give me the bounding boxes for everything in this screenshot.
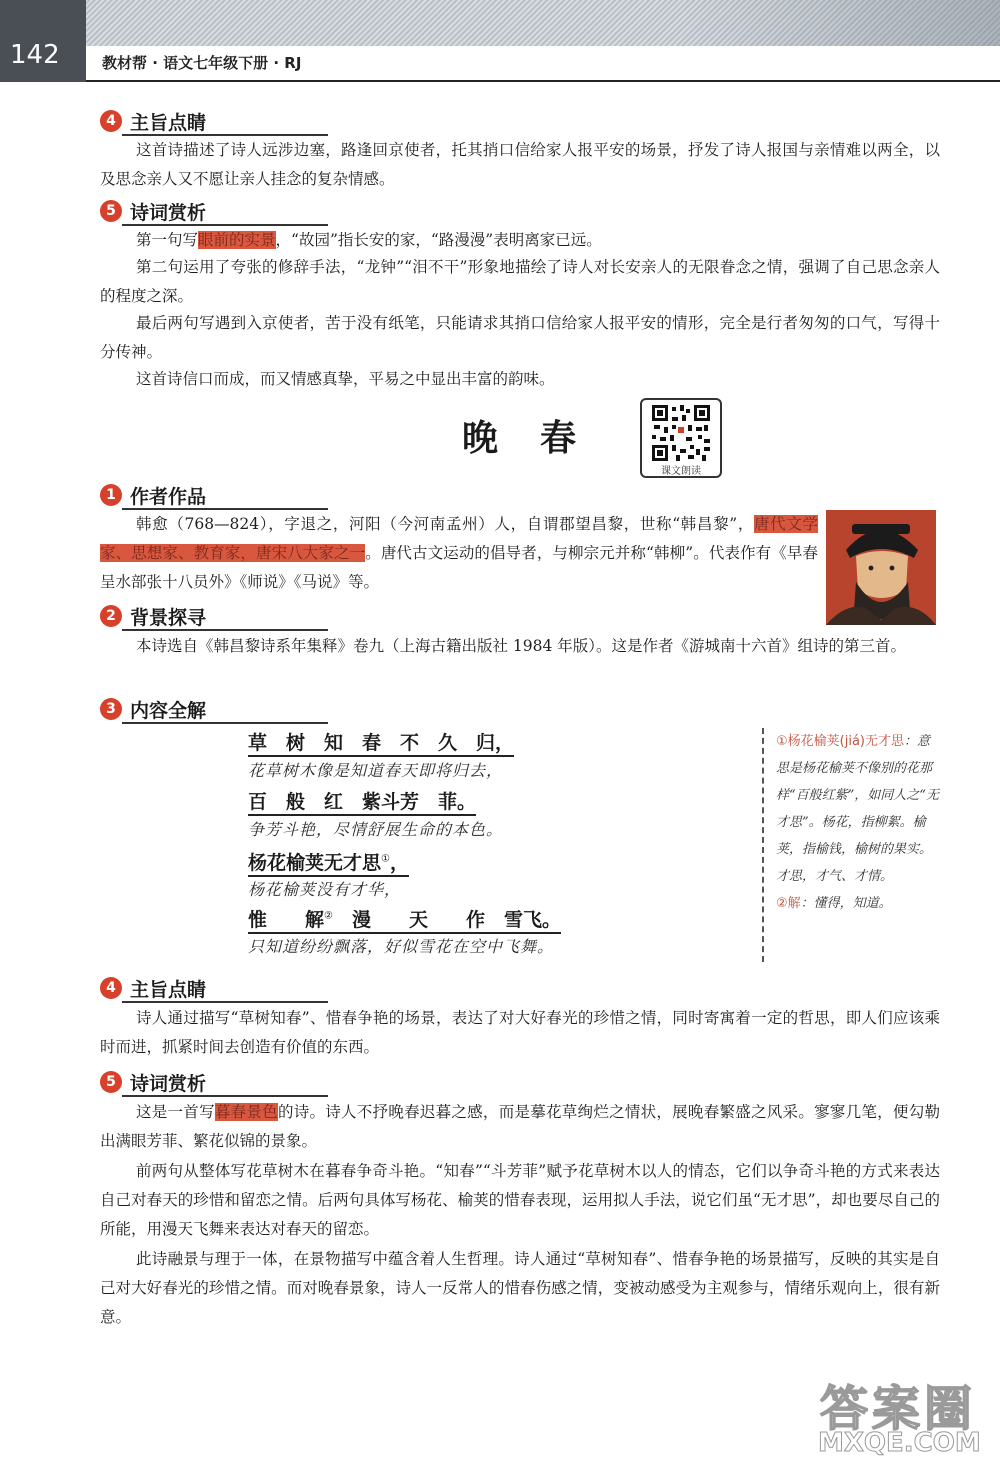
section-number: 4 <box>100 110 122 132</box>
background-paragraph: 本诗选自《韩昌黎诗系年集释》卷九（上海古籍出版社 1984 年版）。这是作者《游城南十六首》组诗的第三首。 <box>136 637 907 655</box>
poem-text: 惟 解 <box>248 909 325 931</box>
appreciation-paragraph-3: 最后两句写遇到入京使者，苦于没有纸笔，只能请求其捎口信给家人报平安的情形，完全是行者匆匆的口气，写得十分传神。 <box>100 314 940 361</box>
theme-paragraph-1: 这首诗描述了诗人远涉边塞，路逢回京使者，托其捎口信给家人报平安的场景，抒发了诗人报国与亲情难以两全，以及思念亲人又不愿让亲人挂念的复杂情感。 <box>100 141 940 188</box>
page-number: 142 <box>10 40 60 70</box>
qr-code-icon <box>652 405 710 461</box>
text: 这是一首写 <box>136 1103 215 1121</box>
text: 。唐代古文运动的倡导者，与柳宗元并称“韩柳”。代表作有《早春呈水部张十八员外》《师说》《马说》等。 <box>100 544 818 591</box>
highlight: 暮春景色 <box>214 1103 278 1121</box>
poem-line-4 <box>248 905 561 932</box>
poem-line-1 <box>248 728 514 755</box>
note-2-text: ：懂得，知道。 <box>800 896 892 911</box>
note-marker: ② <box>324 910 333 922</box>
section-label: 背景探寻 <box>130 607 207 629</box>
appreciation-paragraph-7: 此诗融景与理于一体，在景物描写中蕴含着人生哲理。诗人通过“草树知春”、惜春争艳的场景描写，反映的其实是自己对大好春光的珍惜之情。而对晚春景象，诗人一反常人的惜春伤感之情，变被动感受为主观参与，情绪乐观向上，很有新意。 <box>100 1250 940 1326</box>
section-underline <box>122 1095 328 1097</box>
note-1-text: ：意思是杨花榆荚不像别的花那样“百般红紫”，如同人之“无才思”。杨花，指柳絮。榆荚，指榆钱，榆树的果实。才思，才气、才情。 <box>776 734 939 884</box>
poem-text: 杨花榆荚无才思 <box>248 852 382 874</box>
section-underline <box>122 629 328 631</box>
annotation-notes <box>762 728 942 962</box>
highlight: 眼前的实景 <box>198 231 276 249</box>
section-underline <box>122 1001 328 1003</box>
section-number: 1 <box>100 484 122 506</box>
watermark-url: MXQE.COM <box>818 1428 981 1458</box>
section-label: 作者作品 <box>130 486 207 508</box>
section-number: 4 <box>100 977 122 999</box>
poem-title: 晚春 <box>462 418 619 459</box>
note-2-head: ②解 <box>776 896 801 911</box>
header-band-shade <box>680 0 1000 46</box>
appreciation-paragraph-6: 前两句从整体写花草树木在暮春争奇斗艳。“知春”“斗芳菲”赋予花草树木以人的情态，它们以争奇斗艳的方式来表达自己对春天的珍惜和留恋之情。后两句具体写杨花、榆荚的惜春表现，运用拟人手法，说它们虽“无才思”，却也要尽自己的所能，用漫天飞舞来表达对春天的留恋。 <box>100 1162 940 1238</box>
qr-caption: 课文朗读 <box>661 466 701 477</box>
portrait-image <box>826 510 936 625</box>
note-1-head: ①杨花榆荚(jiá)无才思 <box>776 734 904 749</box>
watermark-logo: 答案圈 <box>820 1381 977 1437</box>
section-number: 5 <box>100 200 122 222</box>
appreciation-paragraph-2: 第二句运用了夸张的修辞手法，“龙钟”“泪不干”形象地描绘了诗人对长安亲人的无限眷念之情，强调了自己思念亲人的程度之深。 <box>100 258 940 305</box>
poem-translation-2: 争芳斗艳，尽情舒展生命的本色。 <box>248 820 504 839</box>
appreciation-paragraph-1 <box>100 226 940 255</box>
section-number: 2 <box>100 605 122 627</box>
highlight: 唐代文学家、思想家、教育家，唐宋八大家之一 <box>100 515 818 562</box>
text: 的诗。诗人不抒晚春迟暮之感，而是摹花草绚烂之情状，展晚春繁盛之风采。寥寥几笔，便勾勒出满眼芳菲、繁花似锦的景象。 <box>100 1103 940 1150</box>
section-label: 主旨点睛 <box>130 979 207 1001</box>
appreciation-paragraph-5 <box>100 1098 940 1156</box>
section-underline <box>122 722 328 724</box>
text: ，“故园”指长安的家，“路漫漫”表明离家已远。 <box>275 231 602 249</box>
section-label: 诗词赏析 <box>130 1073 207 1095</box>
poem-text: 草 树 知 春 不 久 归， <box>248 732 514 757</box>
text: 第一句写 <box>136 231 199 249</box>
book-title: 教材帮 · 语文七年级下册 · RJ <box>102 54 302 72</box>
author-paragraph <box>100 510 818 597</box>
page-number-box <box>0 0 86 82</box>
poem-translation-3: 杨花榆荚没有才华， <box>248 880 402 899</box>
poem-text: ， <box>389 852 409 874</box>
note-marker: ① <box>381 853 390 865</box>
section-number: 3 <box>100 698 122 720</box>
poem-line-3 <box>248 848 409 875</box>
text: 韩愈（768—824），字退之，河阳（今河南孟州）人，自谓郡望昌黎，世称“韩昌黎”， <box>136 515 754 533</box>
poem-text: 百 般 红 紫斗芳 菲。 <box>248 791 476 816</box>
poem-text: 漫 天 作 雪飞。 <box>352 909 562 931</box>
section-label: 内容全解 <box>130 700 207 722</box>
qr-code[interactable] <box>640 398 722 478</box>
section-number: 5 <box>100 1071 122 1093</box>
theme-paragraph-2: 诗人通过描写“草树知春”、惜春争艳的场景，表达了对大好春光的珍惜之情，同时寄寓着一定的哲思，即人们应该乘时而进，抓紧时间去创造有价值的东西。 <box>100 1009 940 1056</box>
author-portrait <box>826 510 936 625</box>
poem-translation-1: 花草树木像是知道春天即将归去， <box>248 761 504 780</box>
section-label: 主旨点睛 <box>130 112 207 134</box>
section-label: 诗词赏析 <box>130 202 207 224</box>
poem-line-2 <box>248 787 476 814</box>
poem-translation-4: 只知道纷纷飘落，好似雪花在空中飞舞。 <box>248 937 555 956</box>
appreciation-paragraph-4: 这首诗信口而成，而又情感真挚，平易之中显出丰富的韵味。 <box>136 370 555 388</box>
header-rule <box>86 80 1000 82</box>
